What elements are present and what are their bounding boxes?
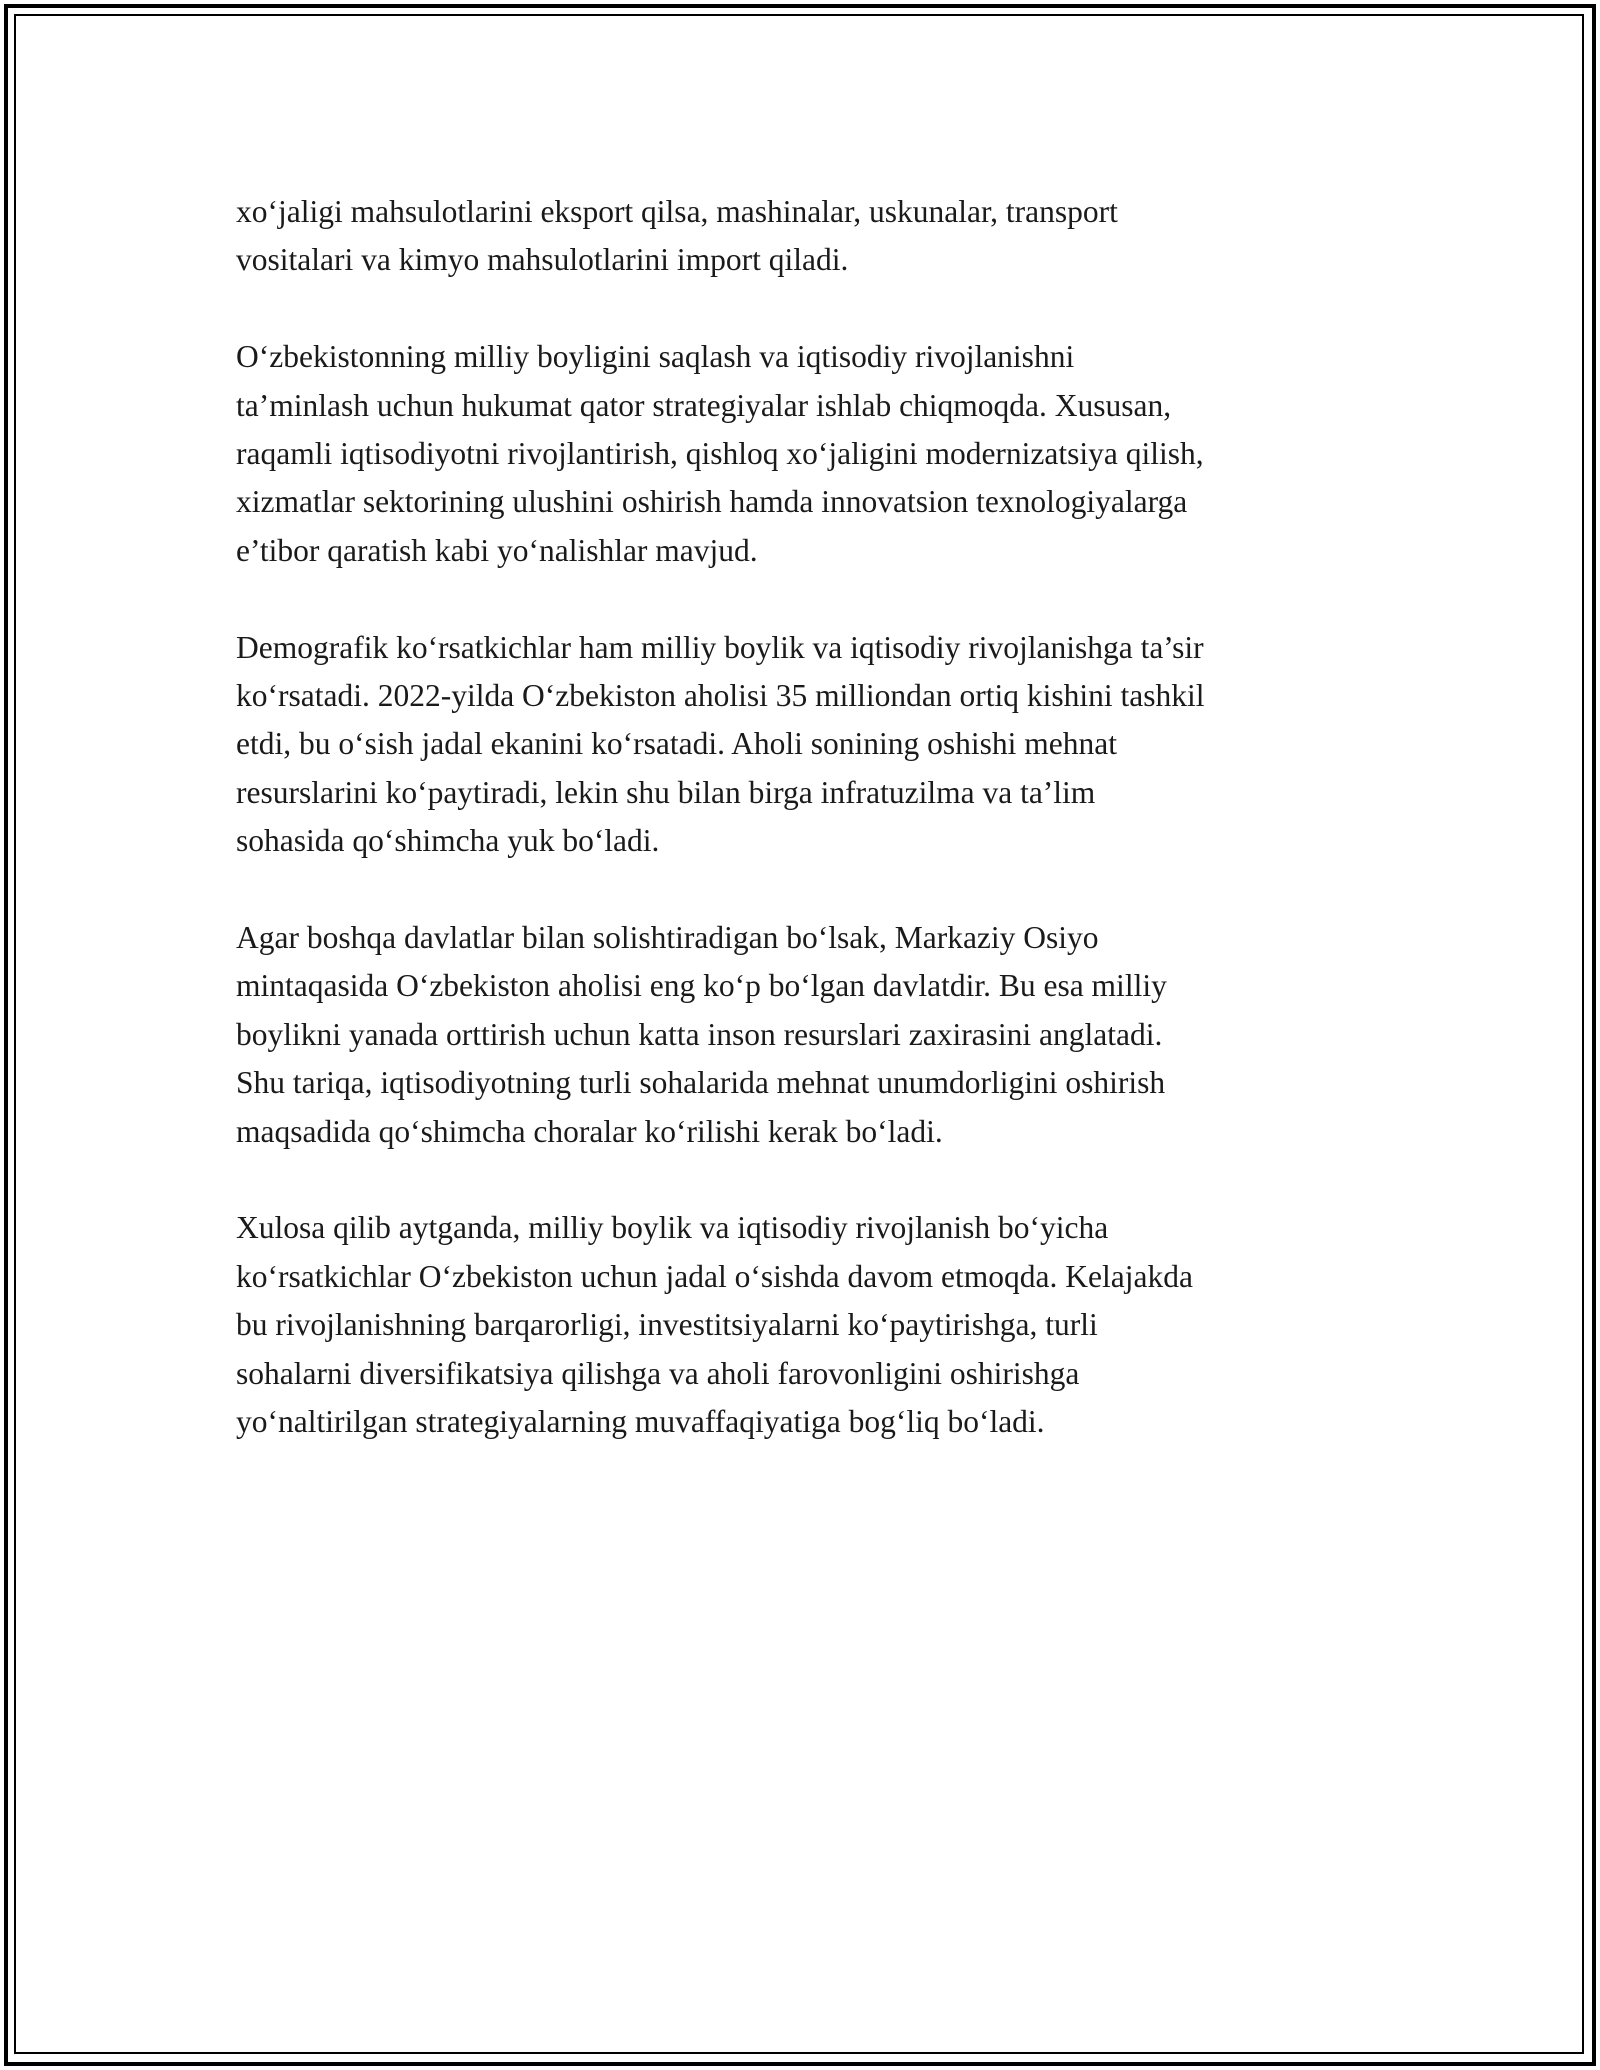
text-line: Agar boshqa davlatlar bilan solishtiradigan boʻlsak, Markaziy Osiyo	[236, 920, 1099, 956]
text-line: ta’minlash uchun hukumat qator strategiyalar ishlab chiqmoqda. Xususan,	[236, 387, 1172, 423]
paragraph-conclusion	[236, 1204, 1386, 1446]
text-line: vositalari va kimyo mahsulotlarini import qiladi.	[236, 242, 849, 278]
text-line: bu rivojlanishning barqarorligi, investitsiyalarni koʻpaytirishga, turli	[236, 1307, 1098, 1343]
text-line: koʻrsatkichlar Oʻzbekiston uchun jadal oʻsishda davom etmoqda. Kelajakda	[236, 1258, 1193, 1294]
text-line: raqamli iqtisodiyotni rivojlantirish, qishloq xoʻjaligini modernizatsiya qilish,	[236, 436, 1204, 472]
text-line: maqsadida qoʻshimcha choralar koʻrilishi kerak boʻladi.	[236, 1113, 943, 1149]
text-line: xoʻjaligi mahsulotlarini eksport qilsa, mashinalar, uskunalar, transport	[236, 194, 1118, 229]
text-line: Demografik koʻrsatkichlar ham milliy boylik va iqtisodiy rivojlanishga ta’sir	[236, 629, 1204, 665]
text-line: sohalarni diversifikatsiya qilishga va aholi farovonligini oshirishga	[236, 1355, 1080, 1391]
text-line: e’tibor qaratish kabi yoʻnalishlar mavjud.	[236, 532, 758, 568]
text-line: yoʻnaltirilgan strategiyalarning muvaffaqiyatiga bogʻliq boʻladi.	[236, 1404, 1045, 1440]
text-line: Oʻzbekistonning milliy boyligini saqlash va iqtisodiy rivojlanishni	[236, 339, 1075, 375]
paragraph-export-import	[236, 188, 1386, 285]
text-line: koʻrsatadi. 2022-yilda Oʻzbekiston aholisi 35 milliondan ortiq kishini tashkil	[236, 678, 1205, 714]
text-line: Shu tariqa, iqtisodiyotning turli sohalarida mehnat unumdorligini oshirish	[236, 1065, 1166, 1101]
text-line: resurslarini koʻpaytiradi, lekin shu bilan birga infratuzilma va ta’lim	[236, 774, 1096, 810]
text-line: boylikni yanada orttirish uchun katta inson resurslari zaxirasini anglatadi.	[236, 1016, 1163, 1052]
paragraph-comparison	[236, 914, 1386, 1156]
text-line: Xulosa qilib aytganda, milliy boylik va iqtisodiy rivojlanish boʻyicha	[236, 1210, 1109, 1246]
paragraph-demographics	[236, 624, 1386, 866]
document-body	[236, 188, 1386, 1495]
text-line: mintaqasida Oʻzbekiston aholisi eng koʻp boʻlgan davlatdir. Bu esa milliy	[236, 968, 1167, 1004]
paragraph-strategies	[236, 333, 1386, 575]
text-line: etdi, bu oʻsish jadal ekanini koʻrsatadi. Aholi sonining oshishi mehnat	[236, 726, 1118, 762]
text-line: sohasida qoʻshimcha yuk boʻladi.	[236, 823, 660, 859]
text-line: xizmatlar sektorining ulushini oshirish hamda innovatsion texnologiyalarga	[236, 484, 1188, 520]
